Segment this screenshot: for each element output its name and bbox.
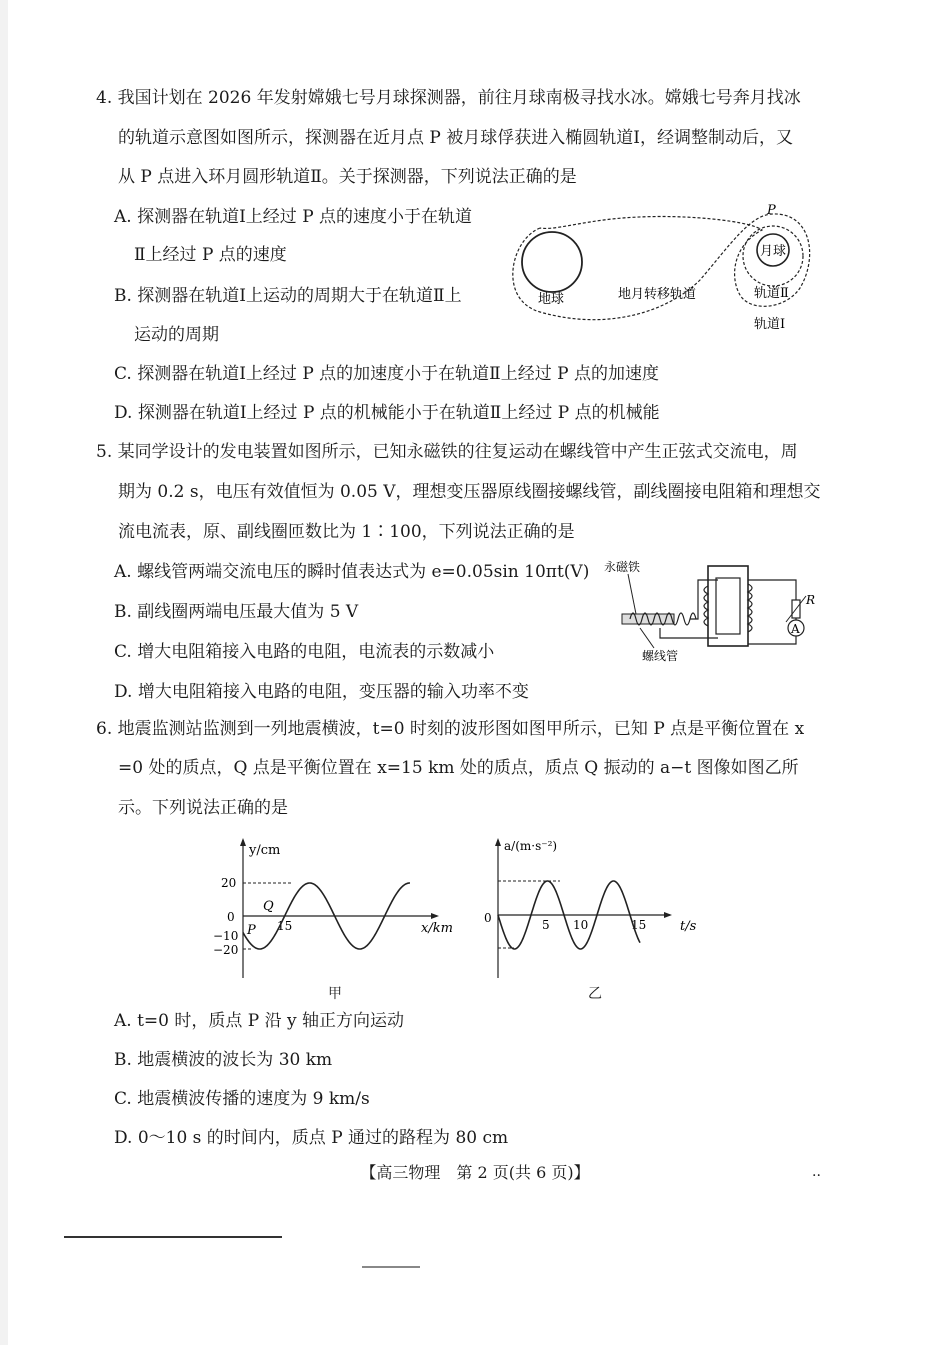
q5-option-c: C. 增大电阻箱接入电路的电阻，电流表的示数减小 [114,642,495,662]
q4-option-d: D. 探测器在轨道Ⅰ上经过 P 点的机械能小于在轨道Ⅱ上经过 P 点的机械能 [114,403,660,423]
transformer-core-inner [716,578,740,634]
q4-stem-line3: 从 P 点进入环月圆形轨道Ⅱ。关于探测器，下列说法正确的是 [118,167,577,187]
wave-chart-jia [205,836,465,1006]
q5-stem-line2: 期为 0.2 s，电压有效值恒为 0.05 V，理想变压器原线圈接螺线管，副线圈接电阻箱和理想交 [118,482,821,502]
q4-orbit-diagram [500,200,820,335]
jia-ytick-20: 20 [221,876,237,890]
q4-option-a: A. 探测器在轨道Ⅰ上经过 P 点的速度小于在轨道 [114,207,473,227]
q5-generator-diagram [600,556,840,666]
point-p-label: P [767,203,776,218]
yi-xlabel: t/s [680,919,697,934]
moon-label: 月球 [760,244,787,259]
jia-ylabel: y/cm [249,843,281,858]
q5-option-a: A. 螺线管两端交流电压的瞬时值表达式为 e=0.05sin 10πt(V) [114,562,590,582]
q5-option-d: D. 增大电阻箱接入电路的电阻，变压器的输入功率不变 [114,682,529,702]
jia-point-p: P [247,923,256,938]
transfer-orbit-label: 地月转移轨道 [618,287,697,302]
q6-option-c: C. 地震横波传播的速度为 9 km/s [114,1089,370,1109]
q6-option-d: D. 0～10 s 的时间内，质点 P 通过的路程为 80 cm [114,1128,509,1148]
yi-xtick-10: 10 [573,918,589,932]
jia-ytick-neg20: −20 [213,943,239,957]
q5-option-b: B. 副线圈两端电压最大值为 5 V [114,602,359,622]
earth-circle [522,232,582,292]
q5-stem-line3: 流电流表，原、副线圈匝数比为 1∶100，下列说法正确的是 [118,522,575,542]
bottom-rule [64,1236,282,1238]
q4-option-b-cont: 运动的周期 [134,325,219,345]
resistor-label: R [806,593,816,607]
q6-stem-line2: =0 处的质点，Q 点是平衡位置在 x=15 km 处的质点，质点 Q 振动的 a−t 图像如图乙所 [118,758,799,778]
q6-stem-line3: 示。下列说法正确的是 [118,798,288,818]
q6-stem-line1: 6. 地震监测站监测到一列地震横波，t=0 时刻的波形图如图甲所示，已知 P 点是平衡位置在 x [96,719,805,739]
corner-mark: .. [812,1164,821,1180]
jia-xtick-15: 15 [277,919,293,933]
jia-ytick-neg10: −10 [213,929,239,943]
page-edge-shadow [0,0,8,1345]
yi-xtick-5: 5 [542,918,550,932]
magnet-label: 永磁铁 [604,560,641,574]
yi-caption: 乙 [588,986,602,1002]
q5-stem-line1: 5. 某同学设计的发电装置如图所示，已知永磁铁的往复运动在螺线管中产生正弦式交流电，周 [96,442,798,462]
orbit-1-label: 轨道Ⅰ [754,317,786,332]
jia-ytick-0: 0 [227,910,235,924]
jia-xlabel: x/km [421,921,453,936]
q6-option-a: A. t=0 时，质点 P 沿 y 轴正方向运动 [114,1011,405,1031]
secondary-coil [748,584,752,632]
page-footer: 【高三物理 第 2 页(共 6 页)】 [360,1163,590,1182]
yi-origin: 0 [484,911,492,925]
accel-chart-yi [478,836,718,1006]
bottom-rule-short [362,1266,420,1268]
yi-ylabel: a/(m·s⁻²) [504,839,558,853]
q4-option-c: C. 探测器在轨道Ⅰ上经过 P 点的加速度小于在轨道Ⅱ上经过 P 点的加速度 [114,364,659,384]
jia-point-q: Q [263,899,274,914]
q4-stem-line2: 的轨道示意图如图所示，探测器在近月点 P 被月球俘获进入椭圆轨道Ⅰ，经调整制动后，又 [118,128,793,148]
q4-stem-line1: 4. 我国计划在 2026 年发射嫦娥七号月球探测器，前往月球南极寻找水冰。嫦娥七号奔月找冰 [96,88,801,108]
solenoid-label: 螺线管 [642,649,679,663]
orbit-2-label: 轨道Ⅱ [754,286,789,301]
ammeter-label: A [791,622,800,636]
yi-xtick-15: 15 [631,918,647,932]
jia-caption: 甲 [328,986,342,1002]
earth-label: 地球 [538,292,565,307]
q4-option-a-cont: Ⅱ上经过 P 点的速度 [134,245,287,265]
q4-option-b: B. 探测器在轨道Ⅰ上运动的周期大于在轨道Ⅱ上 [114,286,462,306]
q6-option-b: B. 地震横波的波长为 30 km [114,1050,333,1070]
